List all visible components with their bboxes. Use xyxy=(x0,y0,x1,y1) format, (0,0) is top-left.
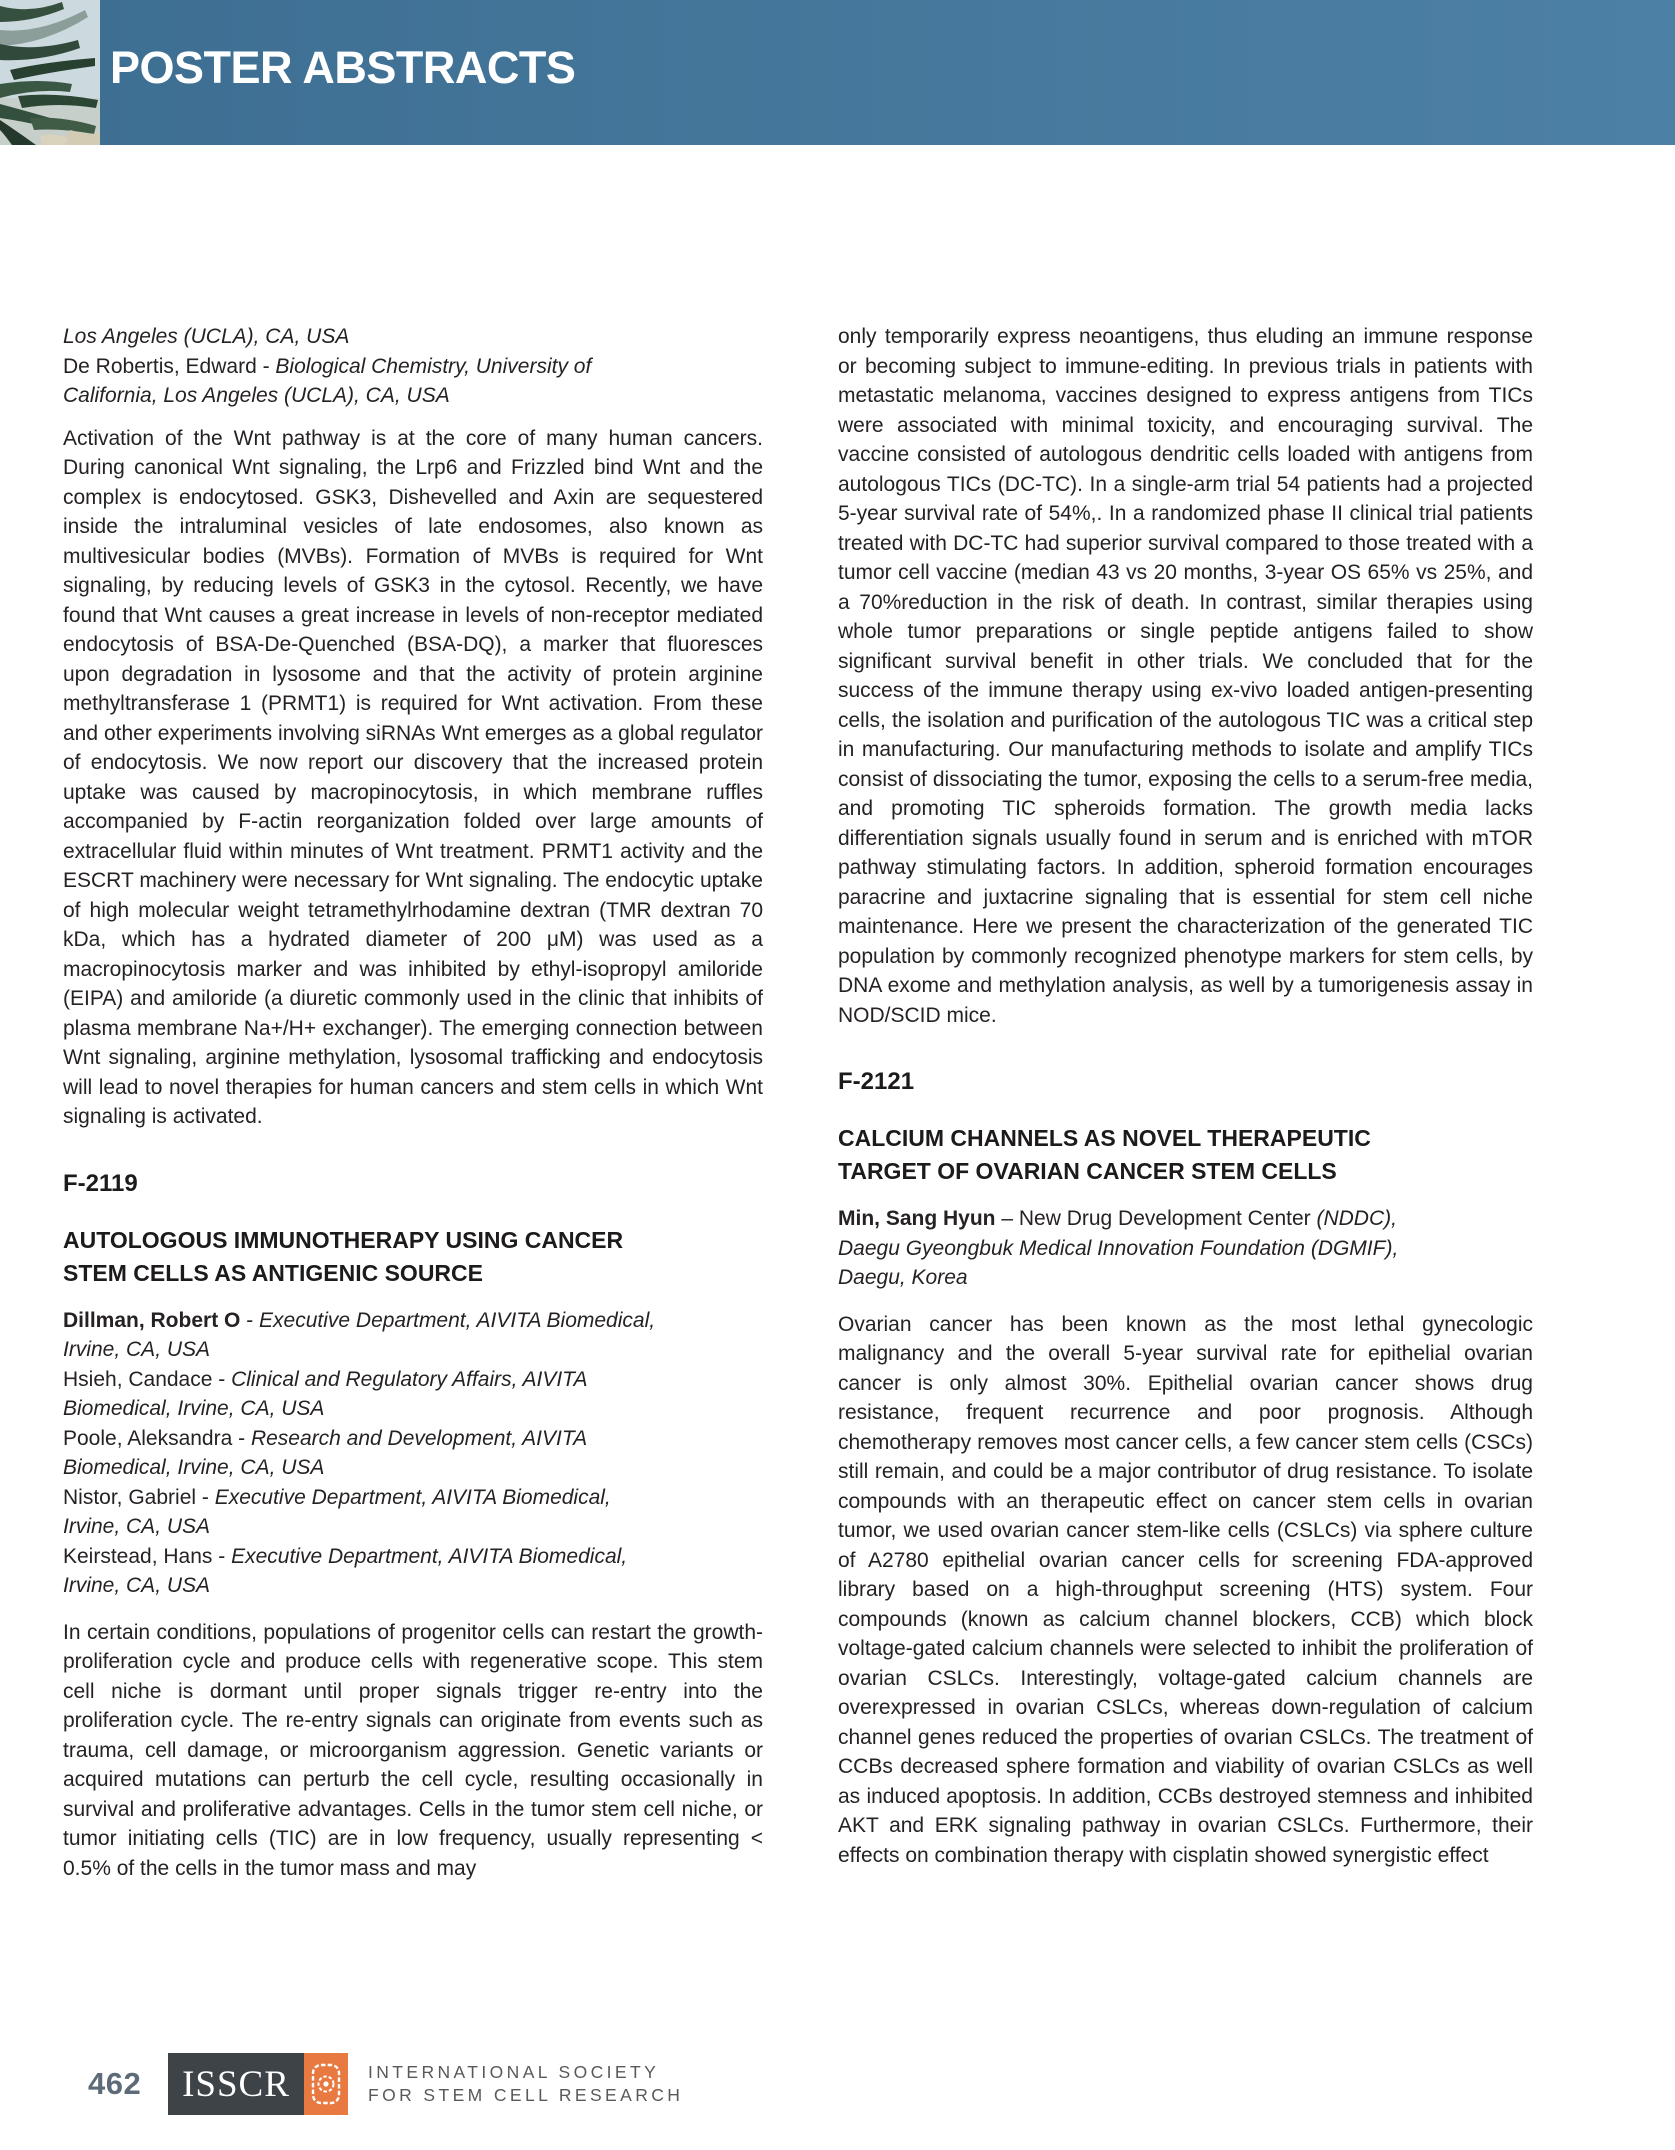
society-name xyxy=(368,2061,683,2107)
body-paragraph: Ovarian cancer has been known as the most lethal gynecologic malignancy and the overall 5-year survival rate for epithelial ovarian cancer is only almost 30%. Epithelial ovarian cancer shows drug resistance, frequent recurrence and poor prognosis. Although chemotherapy removes most cancer cells, a few cancer stem cells (CSCs) still remain, and could be a major contributor of drug resistance. To isolate compounds with an therapeutic effect on cancer stem cells in ovarian tumor, we used ovarian cancer stem-like cells (CSLCs) via sphere culture of A2780 epithelial ovarian cancer cells for screening FDA-approved library based on a high-throughput screening (HTS) system. Four compounds (known as calcium channel blockers, CCB) which block voltage-gated calcium channels were selected to inhibit the proliferation of ovarian CSLCs. Interestingly, voltage-gated calcium channels are overexpressed in ovarian CSLCs, whereas down-regulation of calcium channel genes reduced the properties of ovarian CSLCs. The treatment of CCBs decreased sphere formation and viability of ovarian CSLCs as well as induced apoptosis. In addition, CCBs destroyed stemness and inhibited AKT and ERK signaling pathway in ovarian CSLCs. Furthermore, their effects on combination therapy with cisplatin showed synergistic effect xyxy=(838,1312,1533,1867)
cell-colony-icon xyxy=(311,2063,341,2105)
society-name-line2: FOR STEM CELL RESEARCH xyxy=(368,2085,684,2105)
author-name: Nistor, Gabriel - xyxy=(63,1485,215,1509)
author-line xyxy=(63,1483,663,1542)
society-name-line1: INTERNATIONAL SOCIETY xyxy=(368,2062,660,2082)
author-affiliation: Research and Development, AIVITA Biomedical, Irvine, CA, USA xyxy=(63,1426,587,1479)
author-affiliation: Biological Chemistry, University of California, Los Angeles (UCLA), CA, USA xyxy=(63,354,592,407)
isscr-logo-orange-block xyxy=(304,2053,348,2115)
author-line: Min, Sang Hyun – New Drug Development Center (NDDC), Daegu Gyeongbuk Medical Innovation Foundation (DGMIF), Daegu, Korea xyxy=(838,1207,1399,1289)
author-name: Dillman, Robert O xyxy=(63,1308,241,1332)
author-line xyxy=(63,1424,663,1483)
author-affiliation: Executive Department, AIVITA Biomedical, Irvine, CA, USA xyxy=(63,1485,611,1538)
author-block xyxy=(63,1306,663,1601)
author-affiliation: Executive Department, AIVITA Biomedical, Irvine, CA, USA xyxy=(63,1308,656,1361)
author-affiliation: (NDDC), Daegu Gyeongbuk Medical Innovation Foundation (DGMIF), Daegu, Korea xyxy=(838,1207,1399,1289)
author-name: Poole, Aleksandra - xyxy=(63,1426,251,1450)
body-paragraph: In certain conditions, populations of progenitor cells can restart the growth-proliferation cycle and produce cells with regenerative scope. This stem cell niche is dormant until proper signals trigger re-entry into the proliferation cycle. The re-entry signals can originate from events such as trauma, cell damage, or microorganism aggression. Genetic variants or acquired mutations can perturb the cell cycle, resulting occasionally in survival and proliferative advantages. Cells in the tumor stem cell niche, or tumor initiating cells (TIC) are in low frequency, usually representing < 0.5% of the cells in the tumor mass and may xyxy=(63,1620,763,1880)
author-name: De Robertis, Edward - xyxy=(63,354,276,378)
column-left xyxy=(63,322,763,1883)
author-block xyxy=(838,1204,1438,1293)
abstract-title: CALCIUM CHANNELS AS NOVEL THERAPEUTIC TARGET OF OVARIAN CANCER STEM CELLS xyxy=(838,1125,1371,1184)
abstract-title: AUTOLOGOUS IMMUNOTHERAPY USING CANCER STEM CELLS AS ANTIGENIC SOURCE xyxy=(63,1226,624,1286)
continued-author-block xyxy=(63,322,663,411)
author-line xyxy=(63,1542,663,1601)
author-name: Min, Sang Hyun xyxy=(838,1207,996,1230)
author-affiliation: Clinical and Regulatory Affairs, AIVITA Biomedical, Irvine, CA, USA xyxy=(63,1367,587,1420)
author-line xyxy=(63,1365,663,1424)
author-affiliation: Executive Department, AIVITA Biomedical, Irvine, CA, USA xyxy=(63,1544,628,1597)
abstract-id: F-2119 xyxy=(63,1169,138,1197)
author-affiliation: Los Angeles (UCLA), CA, USA xyxy=(63,325,350,348)
header-banner xyxy=(0,0,1675,145)
page-title: POSTER ABSTRACTS xyxy=(110,42,576,93)
palm-photo xyxy=(0,0,100,145)
body-paragraph: only temporarily express neoantigens, thus eluding an immune response or becoming subject to immune-editing. In previous trials in patients with metastatic melanoma, vaccines designed to express antigens from TICs were associated with minimal toxicity, and encouraging survival. The vaccine consisted of autologous dendritic cells loaded with antigens from autologous TICs (DC-TC). In a single-arm trial 54 patients had a projected 5-year survival rate of 54%,. In a randomized phase II clinical trial patients treated with DC-TC had superior survival compared to those treated with a tumor cell vaccine (median 43 vs 20 months, 3-year OS 65% vs 25%, and a 70%reduction in the risk of death. In contrast, similar therapies using whole tumor preparations or single peptide antigens failed to show significant survival benefit in other trials. We concluded that for the success of the immune therapy using ex-vivo loaded antigen-presenting cells, the isolation and purification of the autologous TIC was a critical step in manufacturing. Our manufacturing methods to isolate and amplify TICs consist of dissociating the tumor, exposing the cells to a serum-free media, and promoting TIC spheroids formation. The growth media lacks differentiation signals usually found in serum and is enriched with mTOR pathway stimulating factors. In addition, spheroid formation encourages paracrine and juxtacrine signaling that is essential for stem cell niche maintenance. Here we present the characterization of the generated TIC population by commonly recognized phenotype markers for stem cells, by DNA exome and methylation analysis, as well by a tumorigenesis assay in NOD/SCID mice. xyxy=(838,325,1533,1027)
author-line xyxy=(63,322,663,352)
isscr-wordmark: ISSCR xyxy=(168,2053,304,2115)
isscr-logo xyxy=(168,2053,348,2115)
author-line: Dillman, Robert O - Executive Department, AIVITA Biomedical, Irvine, CA, USA xyxy=(63,1308,656,1361)
body-paragraph: Activation of the Wnt pathway is at the core of many human cancers. During canonical Wnt signaling, the Lrp6 and Frizzled bind Wnt and the complex is endocytosed. GSK3, Dishevelled and Axin are sequestered inside the intraluminal vesicles of late endosomes, also known as multivesicular bodies (MVBs). Formation of MVBs is required for Wnt signaling, by reducing levels of GSK3 in the cytosol. Recently, we have found that Wnt causes a great increase in levels of non-receptor mediated endocytosis of BSA-De-Quenched (BSA-DQ), a marker that fluoresces upon degradation in lysosome and that the activity of protein arginine methyltransferase 1 (PRMT1) is required for Wnt activation. From these and other experiments involving siRNAs Wnt emerges as a global regulator of endocytosis. We now report our discovery that the increased protein uptake was caused by macropinocytosis, in which membrane ruffles accompanied by F-actin reorganization folded over large amounts of extracellular fluid within minutes of Wnt treatment. PRMT1 activity and the ESCRT machinery were necessary for Wnt signaling. The endocytic uptake of high molecular weight tetramethylrhodamine dextran (TMR dextran 70 kDa, which has a hydrated diameter of 200 μM) was used as a macropinocytosis marker and was inhibited by ethyl-isopropyl amiloride (EIPA) and amiloride (a diuretic commonly used in the clinic that inhibits of plasma membrane Na+/H+ exchanger). The emerging connection between Wnt signaling, arginine methylation, lysosomal trafficking and endocytosis will lead to novel therapies for human cancers and stem cells in which Wnt signaling is activated. xyxy=(63,426,763,1128)
column-right xyxy=(838,322,1533,1870)
abstract-id: F-2121 xyxy=(838,1068,915,1095)
page-number: 462 xyxy=(88,2066,142,2101)
author-name: Keirstead, Hans - xyxy=(63,1544,232,1568)
footer xyxy=(88,2052,683,2116)
author-line xyxy=(63,352,663,411)
author-name: Hsieh, Candace - xyxy=(63,1367,232,1391)
